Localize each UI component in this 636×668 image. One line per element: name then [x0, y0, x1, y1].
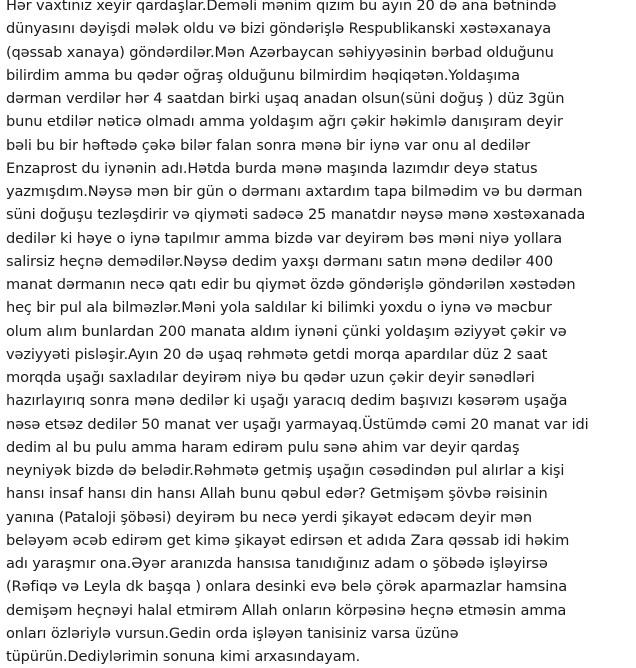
text-line: (qəssab xanaya) göndərdilər.Mən Azərbaycan səhiyyəsinin bərbad olduğunu: [6, 43, 554, 61]
text-line: Enzaprost du iynənin adı.Hətda burda mənə maşında lazımdır deyə status: [6, 159, 538, 177]
text-line: beləyəm əcəb edirəm get kimə şikayət edirsən et adıda Zara qəssab idi həkim: [6, 531, 570, 549]
text-line: dedim al bu pulu amma haram edirəm pulu sənə ahim var deyir qardaş: [6, 438, 520, 456]
text-line: yazmışdım.Nəysə mən bir gün o dərmanı axtardım tapa bilmədim və bu dərman: [6, 183, 583, 200]
text-line: dedilər ki həye o iynə tapılmır amma bizdə var deyirəm bəs məni niyə yollara: [6, 229, 563, 247]
text-line: dərman verdilər hər 4 saatdan birki uşaq anadan olsun(süni doğuş ) düz 3gün: [6, 90, 565, 107]
text-line: onları özləriylə vursun.Gedin orda işləyən tanisiniz varsa üzünə: [6, 624, 459, 642]
text-line: hazırlayırıq sonra mənə dedilər ki uşağı yaracıq dedim başıvızı kəsərəm uşağa: [6, 392, 568, 410]
text-line: tüpürün.Dediylərimin sonuna kimi arxasındayam.: [6, 648, 361, 665]
text-line: hansı insaf hansı din hansı Allah bunu qəbul edər? Getmişəm şövbə rəisinin: [6, 485, 548, 503]
text-line: manat dərmanın necə qatı edir bu qiymət özdə göndərişlə göndərilən xəstədən: [6, 276, 576, 293]
text-line: nəsə etsəz dedilər 50 manat ver uşağı yarmayaq.Üstümdə cəmi 20 manat var idi: [6, 415, 589, 433]
text-line: bəli bu bir həftədə çəkə bilər falan sonra mənə bir iynə var onu al dedilər: [6, 136, 531, 154]
text-line: bilirdim amma bu qədər oğraş olduğunu bilmirdim həqiqətən.Yoldaşıma: [6, 66, 520, 84]
document-body: [6, 0, 634, 668]
text-line: olum alım bunlardan 200 manata aldım iynəni çünki yoldaşım əziyyət çəkir və: [6, 322, 567, 340]
text-line: demişəm heçnəyi halal etmirəm Allah onların körpəsinə heçnə etməsin amma: [6, 601, 567, 619]
text-line: yanına (Pataloji şöbəsi) deyirəm bu necə yerdi şikayət edəcəm deyir mən: [6, 508, 532, 526]
text-line: dünyasını dəyişdi mələk oldu və bizi göndərişlə Respublikanski xəstəxanaya: [6, 20, 552, 38]
text-line: süni doğuşu tezləşdirir və qiyməti sadəcə 25 manatdır nəysə mənə xəstəxanada: [6, 206, 586, 224]
text-line: bunu etdilər nəticə olmadı amma yoldaşım ağrı çəkir həkimlə danışıram deyir: [6, 113, 563, 131]
text-line: heç bir pul ala bilməzlər.Məni yola saldılar ki bilimki yoxdu o iynə və məcbur: [6, 299, 552, 317]
text-line: adı yaraşmır ona.Əyər aranızda hansısa tanıdığınız adam o şöbədə işləyirsə: [6, 555, 548, 572]
text-line: (Rəfiqə və Leyla dk başqa ) onlara desinki evə belə çörək aparmazlar hamsina: [6, 578, 568, 596]
text-line: vəziyyəti pisləşir.Ayın 20 də uşaq rəhmətə getdi morqa apardılar düz 2 saat: [6, 345, 548, 363]
text-line: Hər vaxtınız xeyir qardaşlar.Deməli mənim qızım bu ayın 20 də ana bətnində: [6, 0, 557, 14]
text-line: morqda uşağı saxladılar deyirəm niyə bu qədər uzun çəkir deyir sənədləri: [6, 369, 535, 386]
text-line: salirsiz heçnə demədilər.Nəysə dedim yaxşı dərmanı satın mənə dedilər 400: [6, 252, 553, 270]
text-line: neyniyək bizdə də belədir.Rəhmətə getmiş uşağın cəsədindən pul alırlar a kişi: [6, 462, 565, 479]
